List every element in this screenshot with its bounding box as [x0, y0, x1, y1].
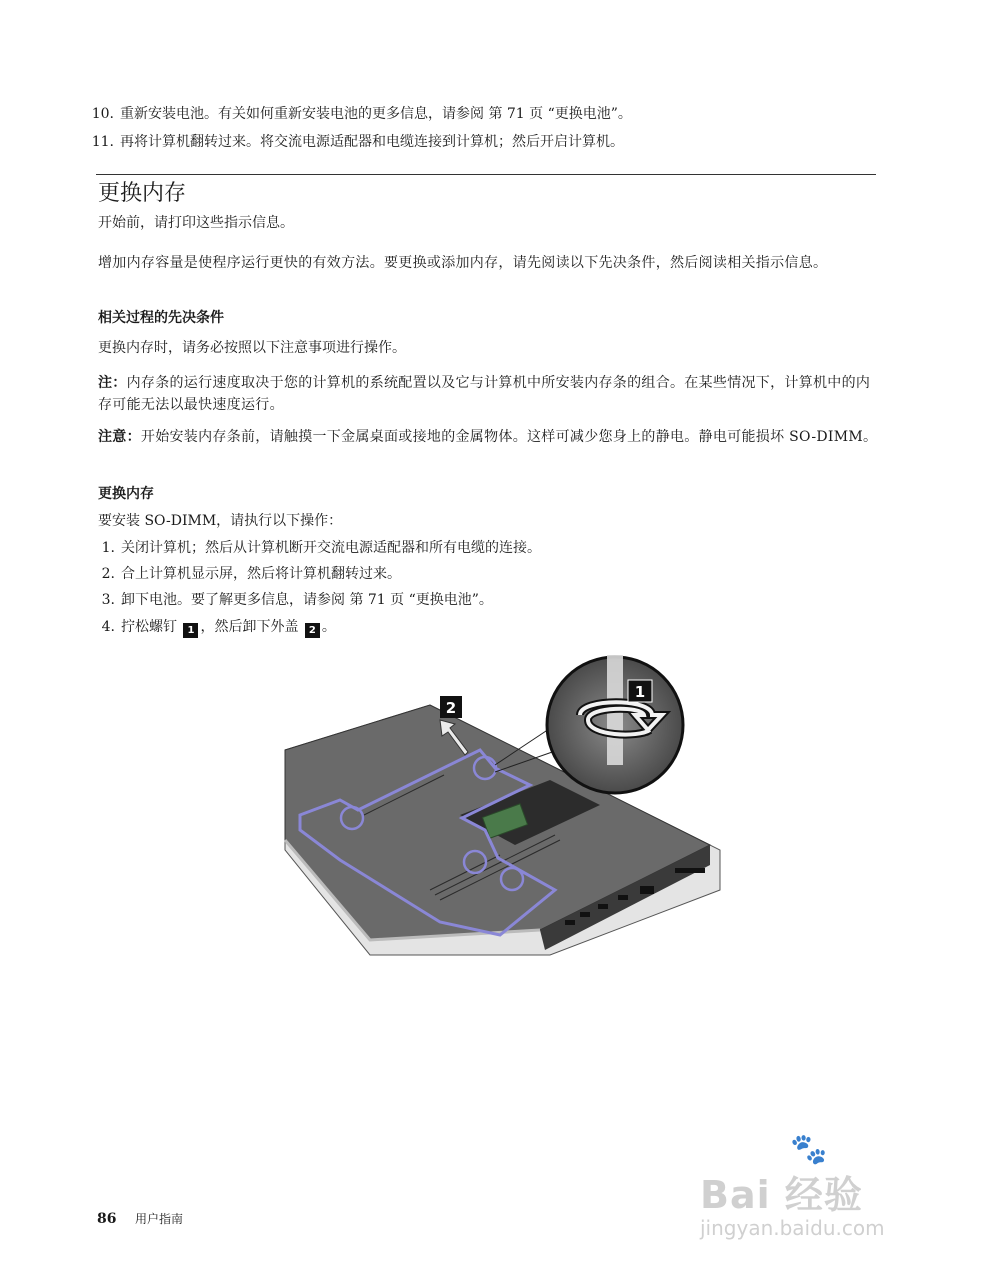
watermark-brand: Bai 经验: [700, 1173, 863, 1217]
section-intro: 开始前，请打印这些指示信息。: [98, 215, 294, 231]
note-label: 注：: [98, 375, 127, 391]
footer-title: 用户指南: [134, 1212, 183, 1226]
section-title: 更换内存: [98, 181, 187, 206]
prereq-text: 更换内存时，请务必按照以下注意事项进行操作。: [98, 340, 406, 356]
step-3: 3. 卸下电池。要了解更多信息，请参阅 第 71 页 “更换电池”。: [101, 592, 493, 608]
step-2: 2. 合上计算机显示屏，然后将计算机翻转过来。: [101, 566, 401, 582]
page-footer: [97, 1210, 183, 1228]
top-step-10: 10. 重新安装电池。有关如何重新安装电池的更多信息，请参阅 第 71 页 “更换电池”。: [91, 106, 632, 122]
paw-icon: 🐾: [790, 1132, 828, 1167]
page-number: 86: [97, 1211, 117, 1227]
figure-callout-2-label: 2: [445, 699, 457, 717]
replace-intro: 要安装 SO-DIMM，请执行以下操作：: [98, 513, 343, 529]
section-divider: [96, 174, 876, 175]
callout-badge-1: 1: [183, 623, 198, 638]
top-step-11: 11. 再将计算机翻转过来。将交流电源适配器和电缆连接到计算机；然后开启计算机。: [91, 134, 624, 150]
figure-callout-1-label: 1: [634, 683, 646, 701]
laptop-memory-illustration: [280, 650, 725, 960]
callout-badge-2: 2: [305, 623, 320, 638]
caution-paragraph: 注意：开始安装内存条前，请触摸一下金属桌面或接地的金属物体。这样可减少您身上的静电。静电可能损坏 SO-DIMM。: [98, 429, 878, 445]
caution-label: 注意：: [98, 429, 141, 445]
watermark-url: jingyan.baidu.com: [700, 1216, 885, 1240]
section-description: 增加内存容量是使程序运行更快的有效方法。要更换或添加内存，请先阅读以下先决条件，然后阅读相关指示信息。: [98, 255, 828, 271]
prereq-heading: 相关过程的先决条件: [98, 310, 224, 326]
baidu-watermark: [700, 1132, 940, 1240]
note-paragraph: 注：内存条的运行速度取决于您的计算机的系统配置以及它与计算机中所安装内存条的组合。在某些情况下，计算机中的内存可能无法以最快速度运行。: [98, 375, 871, 413]
step-1: 1. 关闭计算机；然后从计算机断开交流电源适配器和所有电缆的连接。: [101, 540, 541, 556]
replace-heading: 更换内存: [98, 486, 154, 502]
step-4: 4. 拧松螺钉 1 ，然后卸下外盖 2 。: [101, 619, 336, 636]
